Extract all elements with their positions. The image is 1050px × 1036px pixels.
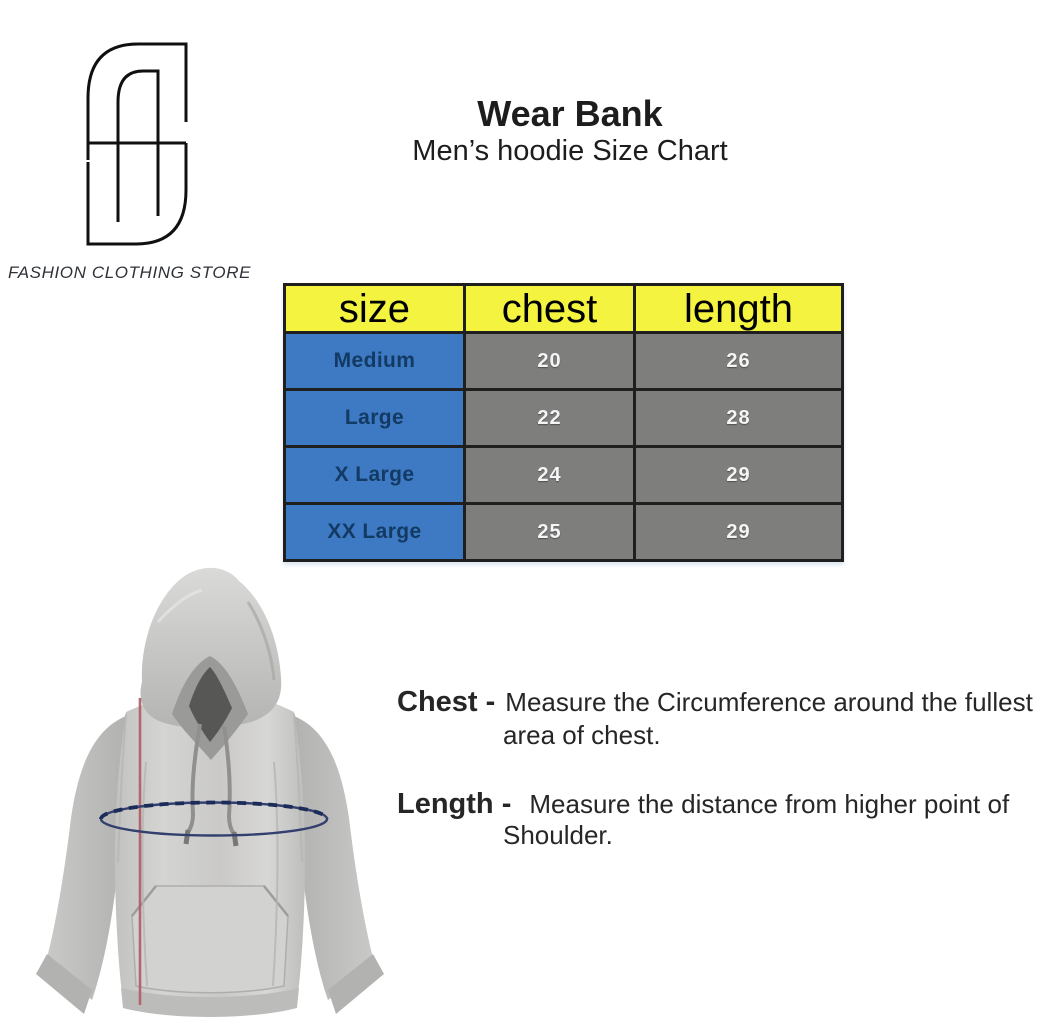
logo-stroke-bottom [88, 143, 186, 244]
brand-monogram-icon [85, 40, 189, 248]
chest-value: 25 [465, 504, 635, 561]
size-label: Medium [285, 333, 465, 390]
page-subtitle: Men’s hoodie Size Chart [412, 135, 728, 167]
chest-value: 24 [465, 447, 635, 504]
drawstring-left-aglet [186, 830, 188, 844]
header-row [285, 285, 843, 333]
length-value: 28 [635, 390, 843, 447]
logo-stroke-inner [118, 71, 158, 222]
chest-measure-note-line2: area of chest. [503, 720, 661, 750]
size-label: Large [285, 390, 465, 447]
size-chart-table [283, 283, 844, 562]
chest-note-line1: Measure the Circumference around the fullest [505, 687, 1033, 717]
chest-value: 22 [465, 390, 635, 447]
size-label: X Large [285, 447, 465, 504]
hoodie-pocket [132, 886, 288, 993]
length-measure-note-line2: Shoulder. [503, 820, 613, 850]
logo-caption: FASHION CLOTHING STORE [8, 263, 252, 282]
chest-value: 20 [465, 333, 635, 390]
hoodie-image [22, 562, 398, 1032]
table-row [285, 504, 843, 561]
length-measure-note [397, 786, 1009, 822]
chest-term: Chest - [397, 686, 496, 718]
column-header-length: length [635, 285, 843, 333]
page-title: Wear Bank [477, 93, 663, 134]
column-header-chest: chest [465, 285, 635, 333]
length-term: Length - [397, 788, 512, 820]
length-note-line1: Measure the distance from higher point of [529, 789, 1010, 819]
length-value: 26 [635, 333, 843, 390]
chest-measure-note [397, 684, 1033, 720]
table-row [285, 447, 843, 504]
length-value: 29 [635, 504, 843, 561]
length-value: 29 [635, 447, 843, 504]
size-label: XX Large [285, 504, 465, 561]
table-row [285, 333, 843, 390]
table-row [285, 390, 843, 447]
column-header-size: size [285, 285, 465, 333]
